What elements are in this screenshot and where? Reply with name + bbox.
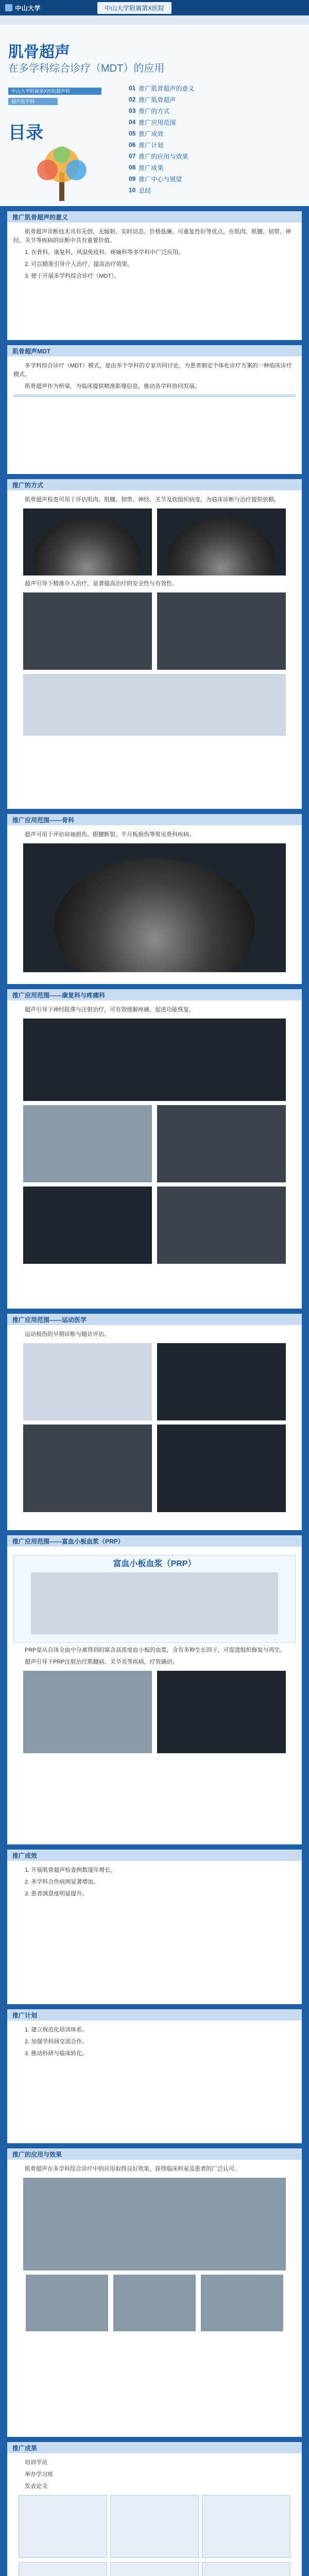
section-body <box>7 2453 302 2576</box>
section-body <box>7 1001 302 1274</box>
section-heading: 推广应用范围——骨科 <box>7 814 302 825</box>
prp-box <box>13 1555 296 1643</box>
logo <box>5 4 41 12</box>
document-row <box>13 2495 296 2558</box>
paragraph: 超声引导下精准介入治疗，显著提高治疗的安全性与有效性。 <box>25 581 178 587</box>
section-heading: 推广应用范围——富血小板血浆（PRP） <box>7 1535 302 1547</box>
toc-title: 目录 <box>8 123 43 143</box>
ultrasound-image <box>157 1425 286 1512</box>
hero-title: 肌骨超声 <box>8 44 70 61</box>
ultrasound-image <box>157 1343 286 1420</box>
hero-subtitle: 在多学科综合诊疗（MDT）的应用 <box>8 63 165 74</box>
document-card <box>110 2495 199 2558</box>
image-row <box>13 509 296 575</box>
ultrasound-image <box>23 1187 152 1264</box>
document-card <box>19 2495 107 2558</box>
divider <box>13 394 296 397</box>
section-heading: 推广计划 <box>7 2009 302 2021</box>
paragraph: 3. 患者满意度明显提升。 <box>25 1891 88 1897</box>
event-photo <box>201 2275 283 2331</box>
clinical-photo <box>23 1671 152 1753</box>
image-row <box>13 592 296 670</box>
section-mdt <box>7 345 302 474</box>
prp-title: 富血小板血浆（PRP） <box>113 1560 196 1568</box>
group-photo <box>23 2178 286 2270</box>
paragraph: 2. 可以精准引导介入治疗，提高治疗效果。 <box>25 261 133 267</box>
toc-item[interactable]: 10 总结 <box>129 187 151 194</box>
paragraph: 肌骨超声作为桥梁，为临床提供精准影像信息，推动各学科协同发展。 <box>25 383 200 389</box>
tree-illustration-icon <box>10 144 113 201</box>
paragraph: 3. 推动科研与临床转化。 <box>25 2050 88 2057</box>
section-significance <box>7 211 302 340</box>
section-application <box>7 2148 302 2437</box>
toc-item[interactable]: 02 推广肌骨超声 <box>129 96 176 104</box>
section-body <box>7 490 302 746</box>
ultrasound-image <box>23 592 152 670</box>
paragraph: PRP是从自体全血中分离得到的富含高浓度血小板的血浆，含有多种生长因子，可促进组织修复与再生。 <box>25 1647 286 1653</box>
section-body <box>7 2160 302 2342</box>
paragraph: 2. 多学科合作病例显著增加。 <box>25 1879 99 1885</box>
image-row <box>13 1019 296 1101</box>
hero-bar <box>0 15 309 25</box>
section-results <box>7 1850 302 2004</box>
ultrasound-image <box>23 509 152 575</box>
toc-item[interactable]: 06 推广计划 <box>129 141 164 149</box>
section-heading: 推广成效 <box>7 1850 302 1861</box>
image-row <box>13 1343 296 1420</box>
paragraph: 运动损伤的早期诊断与随访评估。 <box>25 1331 110 1337</box>
section-plan <box>7 2009 302 2143</box>
ultrasound-image <box>157 1187 286 1264</box>
image-row <box>13 2275 296 2331</box>
section-body <box>7 2021 302 2067</box>
image-row <box>13 2178 296 2270</box>
image-row <box>13 1105 296 1182</box>
section-heading: 推广成果 <box>7 2442 302 2453</box>
document-card <box>202 2495 290 2558</box>
paragraph: 发表论文 <box>25 2483 47 2489</box>
document-row <box>13 2562 296 2576</box>
image-row <box>13 674 296 736</box>
section-methods <box>7 479 302 809</box>
paragraph: 肌骨超声诊断技术具有无创、无辐射、实时动态、价格低廉、可重复性好等优点，在肌肉、肌腱、韧带、神经、关节等疾病的诊断中具有重要价值。 <box>13 229 291 244</box>
document-card <box>202 2562 290 2576</box>
toc-list <box>129 82 294 196</box>
paragraph: 培训学员 <box>25 2460 47 2466</box>
paragraph: 肌骨超声在多学科综合诊疗中的应用取得良好效果，获得临床科室及患者的广泛认可。 <box>25 2166 240 2172</box>
paragraph: 2. 加强学科间交流合作。 <box>25 2039 88 2045</box>
section-heading: 推广应用范围——运动医学 <box>7 1314 302 1325</box>
image-row <box>13 1187 296 1264</box>
image-row <box>13 843 296 972</box>
toc-item[interactable]: 07 推广的应用与效果 <box>129 152 188 160</box>
paragraph: 超声引导下神经阻滞与注射治疗，可有效缓解疼痛，促进功能恢复。 <box>25 1007 195 1013</box>
section-body <box>7 825 302 982</box>
paragraph: 超声可用于评估肩袖损伤、跟腱断裂、半月板损伤等常见骨科疾病。 <box>25 832 195 838</box>
paragraph: 多学科综合诊疗（MDT）模式，是由多个学科的专家共同讨论，为患者制定个体化诊疗方案的一种临床诊疗模式。 <box>13 363 292 378</box>
section-heading: 推广的应用与效果 <box>7 2148 302 2160</box>
section-sports <box>7 1314 302 1530</box>
top-bar <box>0 0 309 15</box>
paragraph: 3. 便于开展多学科综合诊疗（MDT）。 <box>25 273 120 279</box>
clinical-photo <box>23 1105 152 1182</box>
paragraph: 1. 开展肌骨超声检查例数逐年增长。 <box>25 1867 116 1873</box>
logo-icon <box>5 4 12 11</box>
ultrasound-image <box>157 1105 286 1182</box>
document-card <box>110 2562 199 2576</box>
toc-item[interactable]: 03 推广的方式 <box>129 107 170 115</box>
paragraph: 1. 建立规范化培训体系。 <box>25 2027 88 2033</box>
toc-item[interactable]: 09 推广中心与展望 <box>129 175 182 183</box>
diagram-image <box>31 1572 278 1634</box>
section-achievements <box>7 2442 302 2576</box>
paragraph: 举办学习班 <box>25 2471 53 2478</box>
document-card <box>19 2562 107 2576</box>
hero-tag-2: 超声医学科 <box>8 98 58 105</box>
ultrasound-image <box>157 509 286 575</box>
toc-item[interactable]: 05 推广成效 <box>129 130 164 138</box>
ultrasound-image <box>157 592 286 670</box>
diagram-image <box>23 1343 152 1420</box>
section-heading: 肌骨超声MDT <box>7 345 302 357</box>
section-body <box>7 1325 302 1522</box>
image-row <box>13 1671 296 1753</box>
section-prp <box>7 1535 302 1844</box>
section-heading: 推广肌骨超声的意义 <box>7 211 302 223</box>
paragraph: 肌骨超声检查可用于评估肌肉、肌腱、韧带、神经、关节及软组织病变，为临床诊断与治疗提供依据。 <box>25 497 280 503</box>
paragraph: 1. 在骨科、康复科、风湿免疫科、疼痛科等多学科中广泛应用。 <box>25 249 184 256</box>
logo-text: 中山大学 <box>15 4 41 12</box>
image-row <box>13 1425 296 1512</box>
section-heading: 推广应用范围——康复科与疼痛科 <box>7 989 302 1001</box>
ultrasound-image <box>23 843 286 972</box>
section-body <box>7 1861 302 1908</box>
section-orthopedics <box>7 814 302 984</box>
image-row <box>18 1572 291 1634</box>
ultrasound-image <box>23 1019 286 1101</box>
section-body <box>7 223 302 290</box>
section-body <box>7 357 302 406</box>
toc-item[interactable]: 04 推广应用范围 <box>129 118 176 126</box>
toc-item[interactable]: 01 推广肌骨超声的意义 <box>129 84 195 92</box>
header-title: 中山大学附属第X医院 <box>97 2 171 14</box>
ultrasound-image <box>23 1425 152 1512</box>
paragraph: 超声引导下PRP注射治疗肌腱病、关节炎等疾病，疗效确切。 <box>25 1659 178 1665</box>
event-photo <box>26 2275 108 2331</box>
diagram-image <box>23 674 286 736</box>
section-heading: 推广的方式 <box>7 479 302 490</box>
ultrasound-image <box>157 1671 286 1753</box>
section-rehab <box>7 989 302 1309</box>
toc-item[interactable]: 08 推广成果 <box>129 164 164 172</box>
hero-tag: 中山大学附属第X医院超声科 <box>8 88 101 95</box>
hero <box>0 15 309 206</box>
event-photo <box>113 2275 196 2331</box>
section-body <box>7 1547 302 1764</box>
